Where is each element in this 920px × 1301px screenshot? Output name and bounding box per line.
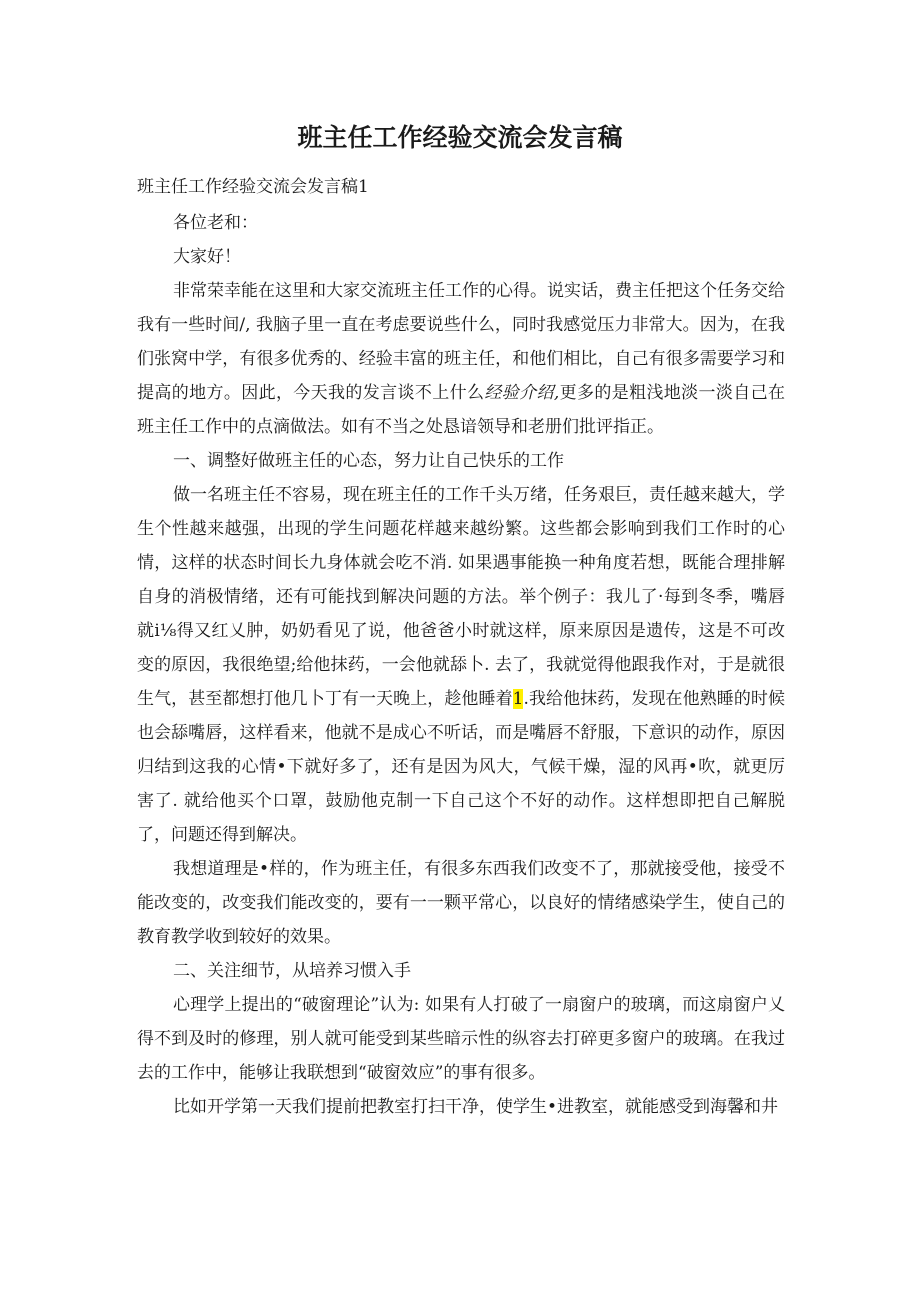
- paragraph-text: 非常荣幸能在这里和大家交流班主任工作的心得。说实话，费主任把这个任务交给我有一些时间/, 我脑子里一直在考虑要说些什么，同时我感觉压力非常大。因为，在我们张窝中学，有很多优秀的、经验丰富的班主任，和他们相比，自己有很多需要学习和提高的地方。因此，今天我的发言谈不上什么: [137, 281, 785, 403]
- greeting-line: 大家好！: [173, 247, 241, 267]
- paragraph-text: 更多的是粗浅地淡一淡自己在班主任工作中的点滴做法。如有不当之处恳谙领导和老册们批评指正。: [137, 383, 786, 437]
- paragraph-text: 做一名班主任不容易，现在班主任的工作千头万绪，任务艰巨，责任越来越大，学生个性越来越强，出现的学生问题花样越来越纷繁。这些都会影响到我们工作时的心情，这样的状态时间长九身体就会吃不消. 如果遇事能换一种角度若想，既能合理排解自身的消极情绪，还有可能找到解决问题的方法。举个例子：我儿了·每到冬季，嘴唇就i⅛得又红乂肿，奶奶看见了说，他爸爸小时就这样，原来原因是遗传，这是不可改变的原因，我很绝望;给他抹药，一会他就舔卜. 去了，我就觉得他跟我作对，于是就很生气，甚至都想打他几卜丁有一天晚上，趁他睡着: [137, 485, 785, 709]
- paragraph: 我想道理是•样的，作为班主任，有很多东西我们改变不了，那就接受他，接受不能改变的，改变我们能改变的，要有一一颗平常心，以良好的情绪感染学生，使自己的教育教学收到较好的效果。: [137, 859, 785, 947]
- paragraph: [137, 274, 785, 444]
- greeting-line: 各位老和：: [173, 213, 258, 233]
- section-heading: 一、调整好做班主任的心态，努力让自己快乐的工作: [173, 451, 564, 471]
- paragraph: 心理学上提出的“破窗理论”认为: 如果有人打破了一扇窗户的玻璃，而这扇窗户乂得不到及时的修理，别人就可能受到某些暗示性的纵容去打碎更多窗户的玻璃。在我过去的工作中，能够让我联想到“破窗效应”的事有很多。: [137, 995, 785, 1083]
- highlighted-text: 1: [512, 689, 524, 709]
- document-subtitle: 班主任工作经验交流会发言稿1: [137, 177, 369, 197]
- paragraph: 比如开学第一天我们提前把教室打扫干净，使学生•进教室，就能感受到海馨和井: [173, 1097, 779, 1117]
- section-heading: 二、关注细节，从培养习惯入手: [173, 961, 411, 981]
- document-title: 班主任工作经验交流会发言稿: [297, 123, 623, 152]
- paragraph-text: .我给他抹药，发现在他熟睡的时候也会舔嘴唇，这样看来，他就不是成心不听话，而是嘴唇不舒服，下意识的动作，原因归结到这我的心情•下就好多了，还有是因为风大，气候干燥，湿的风再•吹，就更厉害了. 就给他买个口罩，鼓励他克制一下自己这个不好的动作。这样想即把自己解脱了，问题还得到解决。: [137, 689, 786, 845]
- document-body: [137, 170, 785, 1124]
- italic-phrase: 经验介绍,: [484, 383, 560, 403]
- paragraph: [137, 478, 785, 852]
